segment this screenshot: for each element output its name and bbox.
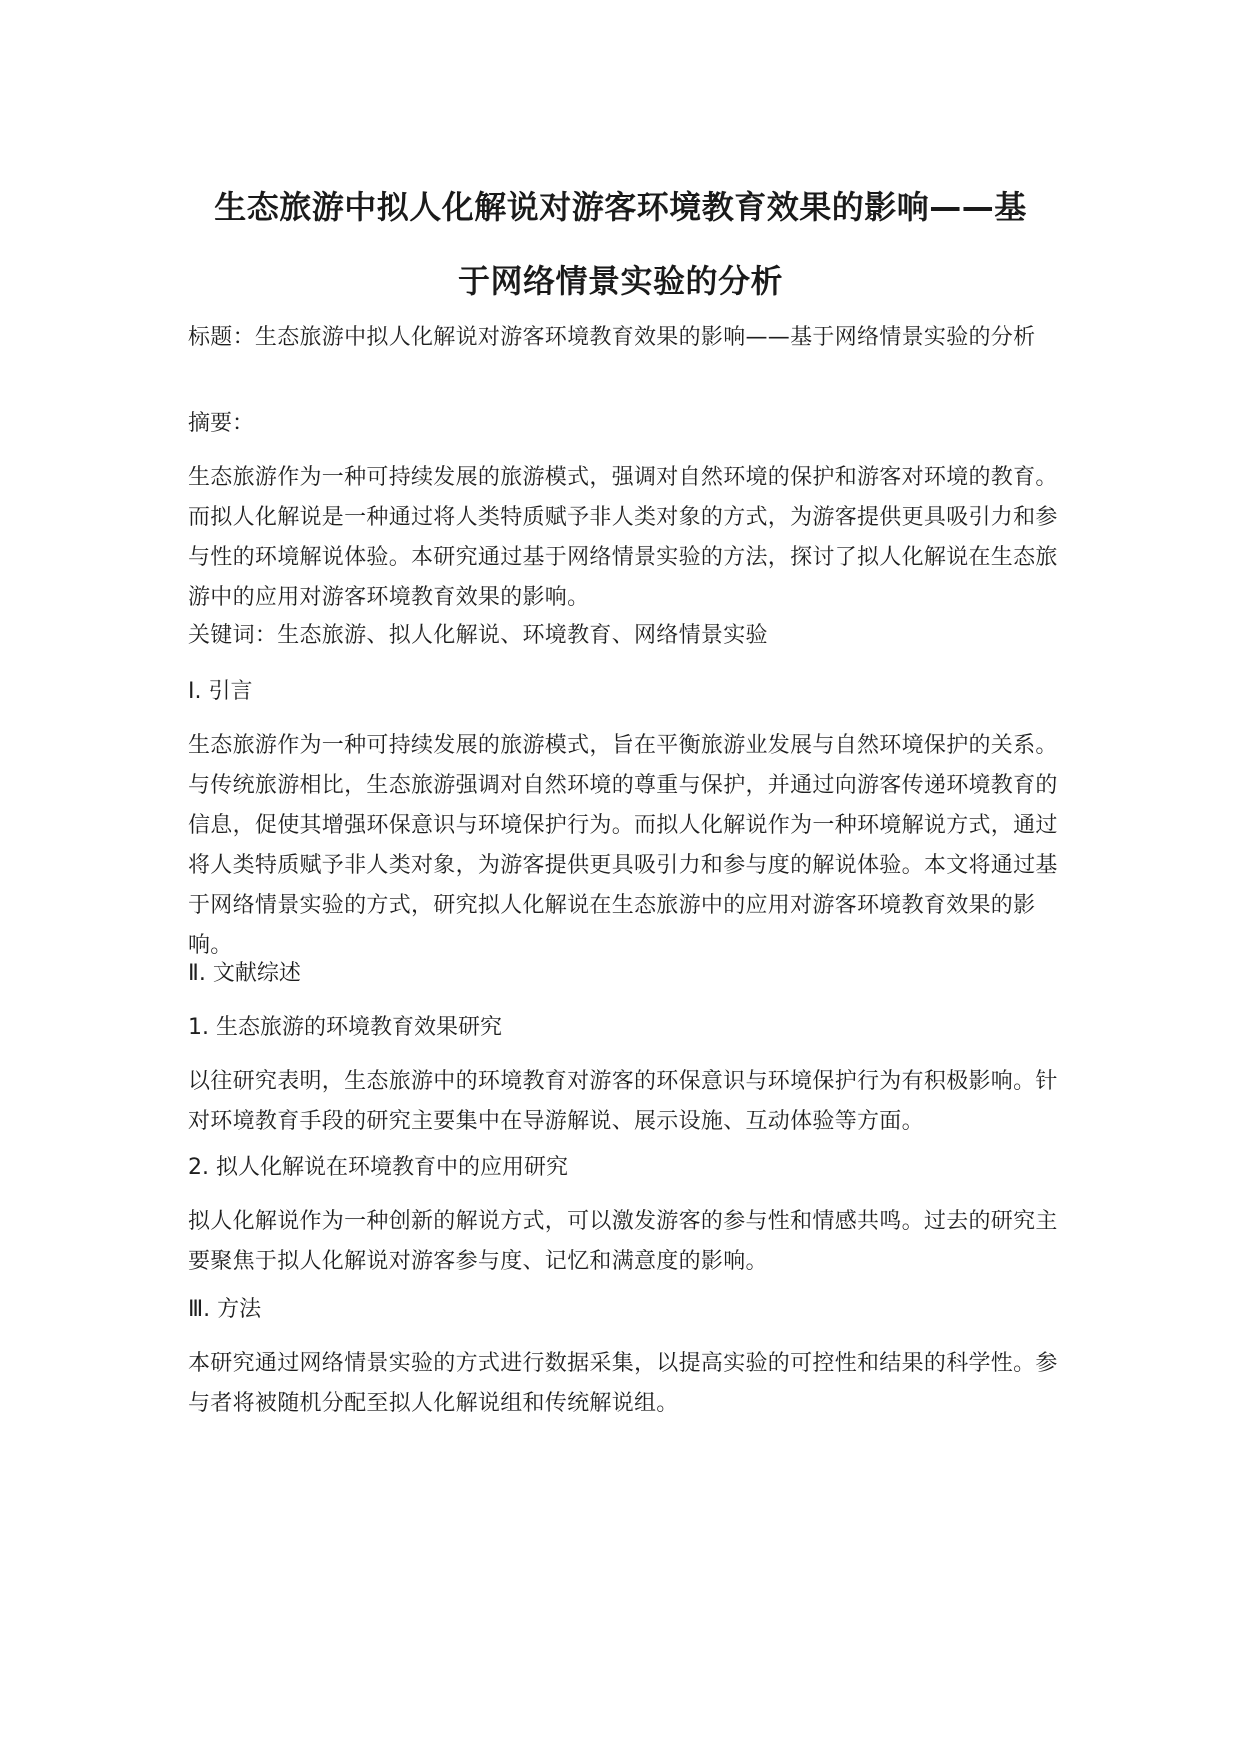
section-3-heading: Ⅲ. 方法 [188, 1297, 262, 1322]
title-line-1: 生态旅游中拟人化解说对游客环境教育效果的影响——基 [214, 188, 1027, 226]
section-2-2-heading: 2. 拟人化解说在环境教育中的应用研究 [188, 1155, 568, 1180]
section-2-1-heading: 1. 生态旅游的环境教育效果研究 [188, 1015, 502, 1040]
subtitle-paragraph: 标题：生态旅游中拟人化解说对游客环境教育效果的影响——基于网络情景实验的分析 [188, 325, 1036, 350]
title-line-2: 于网络情景实验的分析 [457, 262, 783, 300]
abstract-paragraph: 生态旅游作为一种可持续发展的旅游模式，强调对自然环境的保护和游客对环境的教育。而拟人化解说是一种通过将人类特质赋予非人类对象的方式，为游客提供更具吸引力和参与性的环境解说体验。本研究通过基于网络情景实验的方法，探讨了拟人化解说在生态旅游中的应用对游客环境教育效果的影响。 [188, 465, 1058, 610]
abstract-label: 摘要： [188, 411, 255, 436]
section-2-2-paragraph: 拟人化解说作为一种创新的解说方式，可以激发游客的参与性和情感共鸣。过去的研究主要聚焦于拟人化解说对游客参与度、记忆和满意度的影响。 [188, 1209, 1058, 1274]
section-2-heading: Ⅱ. 文献综述 [188, 961, 301, 986]
section-1-paragraph: 生态旅游作为一种可持续发展的旅游模式，旨在平衡旅游业发展与自然环境保护的关系。与传统旅游相比，生态旅游强调对自然环境的尊重与保护，并通过向游客传递环境教育的信息，促使其增强环保意识与环境保护行为。而拟人化解说作为一种环境解说方式，通过将人类特质赋予非人类对象，为游客提供更具吸引力和参与度的解说体验。本文将通过基于网络情景实验的方式，研究拟人化解说在生态旅游中的应用对游客环境教育效果的影响。 [188, 733, 1058, 958]
section-2-1-paragraph: 以往研究表明，生态旅游中的环境教育对游客的环保意识与环境保护行为有积极影响。针对环境教育手段的研究主要集中在导游解说、展示设施、互动体验等方面。 [188, 1069, 1058, 1134]
section-1-heading: Ⅰ. 引言 [188, 679, 253, 704]
document-title [160, 170, 1081, 318]
keywords-paragraph: 关键词：生态旅游、拟人化解说、环境教育、网络情景实验 [188, 623, 768, 648]
section-3-paragraph: 本研究通过网络情景实验的方式进行数据采集，以提高实验的可控性和结果的科学性。参与者将被随机分配至拟人化解说组和传统解说组。 [188, 1351, 1058, 1416]
